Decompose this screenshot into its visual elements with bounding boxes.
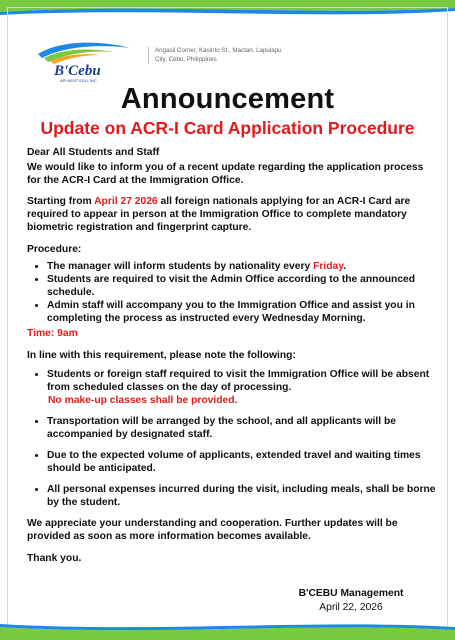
procedure-list [27,260,437,325]
requirement-item: • Students or foreign staff required to visit the Immigration Office will be absent from scheduled classes on the day of processing. No make-up classes shall be provided. [47,368,437,407]
page-title: Announcement [120,83,335,115]
closing-paragraph: We appreciate your understanding and cooperation. Further updates will be provided as soon as more information becomes available. [27,518,398,542]
thank-you: Thank you. [27,553,82,564]
starting-rest: all foreign nationals applying for an ACR-I Card are required to appear in person at the Immigration Office to complete mandatory biometric registration and fingerprint capture. [27,196,411,233]
requirement-item: • Transportation will be arranged by the school, and all applicants will be accompanied by designated staff. [47,415,437,441]
procedure-item: • Admin staff will accompany you to the Immigration Office and assist you in completing the process as instructed every Wednesday Morning. [47,299,437,325]
intro-paragraph: We would like to inform you of a recent update regarding the application process for the ACR-I Card at the Immigration Office. [27,162,424,186]
letterhead [30,38,330,84]
bcebu-logo [30,38,150,84]
requirement-item: • All personal expenses incurred during the visit, including meals, shall be borne by the student. [47,483,437,509]
no-makeup-note: No make-up classes shall be provided. [48,395,238,406]
greeting: Dear All Students and Staff [27,147,160,158]
brand-tagline: API NEST EDU. INC. [60,78,98,83]
signature: B'CEBU Management [298,588,404,599]
announcement-body [27,146,437,565]
day-highlight: Friday [313,261,344,272]
starting-prefix: Starting from [27,196,95,207]
starting-paragraph [27,195,437,234]
requirement-item: • Due to the expected volume of applicants, extended travel and waiting times should be anticipated. [47,449,437,475]
procedure-label: Procedure: [27,244,82,255]
procedure-item: • Students are required to visit the Admin Office according to the announced schedule. [47,273,437,299]
address: Angasil Corner, Kasinto St., Mactan, Lapulapu City, Cebu, Philippines [148,47,285,64]
brand-text: B'Cebu [54,63,101,79]
page-subtitle: Update on ACR-I Card Application Procedure [40,118,415,138]
requirements-list [27,368,437,509]
procedure-item: • The manager will inform students by nationality every Friday. [47,260,437,273]
start-date: April 27 2026 [94,196,158,207]
bottom-wave-band [0,618,455,640]
requirement-intro: In line with this requirement, please note the following: [27,350,296,361]
issue-date: April 22, 2026 [319,602,383,613]
time-note: Time: 9am [27,328,78,339]
